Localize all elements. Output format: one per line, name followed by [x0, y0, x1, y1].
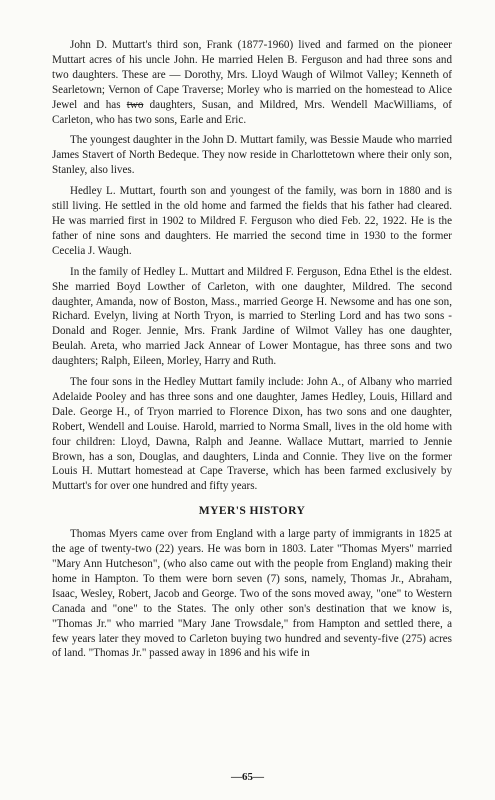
paragraph-text: John D. Muttart's third son, Frank (1877-1960) lived and farmed on the pioneer Muttart acres of his uncle John. He married Helen B. Ferguson and had three sons and two daughters. These are — Dorothy, Mrs. Lloyd Waugh of Wilmot Valley; Kenneth of Searletown; Vernon of Cape Traverse; Morley who is married on the homestead to Alice Jewel and has: [52, 39, 452, 111]
paragraph-hedley-daughters: In the family of Hedley L. Muttart and Mildred F. Ferguson, Edna Ethel is the eldest. She married Boyd Lowther of Carleton, with one daughter, Mildred. The second daughter, Amanda, now of Boston, Mass., married George H. Newsome and has one son, Richard. Evelyn, living at North Tryon, is married to Sterling Lord and has two sons - Donald and Roger. Jennie, Mrs. Frank Jardine of Wilmot Valley has one daughter, Beulah. Areta, who married Jack Annear of Lower Montague, has three sons and two daughters; Ralph, Eileen, Morley, Harry and Ruth.: [52, 265, 452, 368]
paragraph-myers-history: Thomas Myers came over from England with a large party of immigrants in 1825 at the age of twenty-two (22) years. He was born in 1803. Later "Thomas Myers" married "Mary Ann Hutcheson", (who also came out with the people from England) making their home in Hampton. To them were born seven (7) sons, namely, Thomas Jr., Abraham, Isaac, Wesley, Robert, Jacob and George. Two of the sons moved away, "one" to Western Canada and "one" to the States. The only other son's destination that we know is, "Thomas Jr." who married "Mary Jane Trowsdale," from Hampton and settled there, a few years later they moved to Carleton buying two hundred and seventy-five (275) acres of land. "Thomas Jr." passed away in 1896 and his wife in: [52, 528, 452, 660]
section-heading: MYER'S HISTORY: [198, 504, 306, 518]
paragraph-text-tail: daughters, Susan, and Mildred, Mrs. Wendell MacWilliams, of Carleton, who has two sons, Earle and Eric.: [52, 98, 452, 126]
page-number: —65—: [231, 771, 264, 783]
paragraph-hedley-sons: The four sons in the Hedley Muttart family include: John A., of Albany who married Adelaide Pooley and has three sons and one daughter, James Hedley, Louis, Hillard and Dale. George H., of Tryon married to Florence Dixon, has two sons and one daughter, Robert, Wendell and Louise. Harold, married to Norma Small, lives in the old home with four children: Lloyd, Dawna, Ralph and Jeanne. Wallace Muttart, married to Jennie Brown, has a son, Douglas, and daughters, Linda and Connie. They live on the former Louis H. Muttart homestead at Cape Traverse, which has been farmed exclusively by Muttart's for over one hundred and fifty years.: [52, 376, 452, 493]
paragraph-bessie-maude: The youngest daughter in the John D. Muttart family, was Bessie Maude who married James Stavert of North Bedeque. They now reside in Charlottetown where their only son, Stanley, also lives.: [52, 134, 452, 177]
paragraph-hedley-muttart: Hedley L. Muttart, fourth son and youngest of the family, was born in 1880 and is still living. He settled in the old home and farmed the fields that his father had cleared. He was married first in 1902 to Mildred F. Ferguson who died Feb. 22, 1922. He is the father of nine sons and daughters. He married the second time in 1930 to the former Cecelia J. Waugh.: [52, 185, 452, 257]
paragraph-frank-muttart: [52, 38, 452, 127]
text-column: [52, 38, 452, 667]
struck-word: two: [126, 98, 144, 111]
